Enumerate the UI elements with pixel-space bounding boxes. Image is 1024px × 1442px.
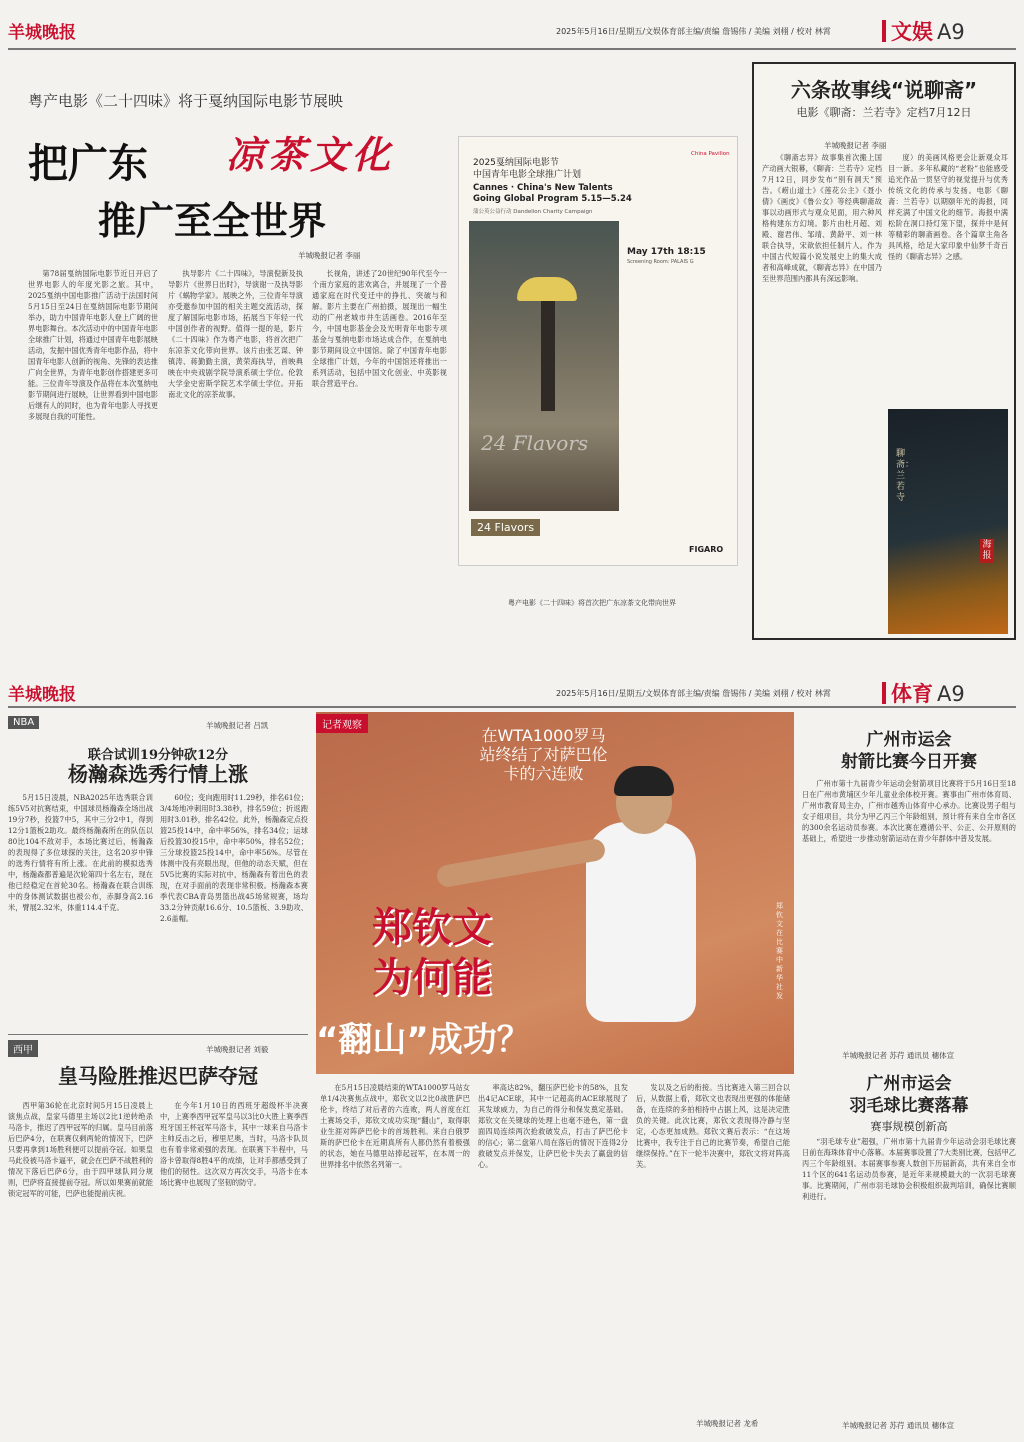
soccer-col1: 西甲第36轮在北京时间5月15日凌晨上演焦点战，皇家马德里主场以2比1逆转绝杀马洛卡，推迟了西甲冠军的归属。皇马目前落后巴萨4分，在联赛仅剩两轮的情况下，巴萨只要再拿到1场胜利便可以提前夺冠。如果皇马此役被马洛卡逼平，就会在巴萨不战胜利的情况下落后巴萨6分，由于四甲球队同分规则，巴萨将直接提前夺冠。所以如果赛前就能锁定冠军的可能，巴萨也能提前庆祝。 [8,1101,153,1198]
nba-article [8,712,308,1022]
soccer-tag: 西甲 [8,1040,38,1057]
newspaper-logo: 羊城晚报 [8,23,76,43]
masthead-info: 2025年5月16日/星期五/文娱体育部主编/责编 詹锡伟 / 美编 刘栩 / 校对 林霄 [556,27,831,36]
section-title: 文娱 A9 [891,20,965,44]
player-hair [614,766,674,796]
poster-line4: Going Global Program 5.15—5.24 [473,194,632,204]
games-title2: 射箭比赛今日开赛 [841,752,977,772]
tennis-feature [316,712,794,1434]
newspaper-logo-2: 羊城晚报 [8,685,76,705]
film-col2: 执导影片《二十四味》，导演倪新及执导影片《世界日出时》，导演谢一及执导影片《蜗物学家》。展映之外，三位青年导演亦受邀参加中国的相关主题交流活动，探度了解国际电影市场，拓展当下年轻一代中国创作者的视野。值得一提的是，影片《二十四味》作为粤产电影，将首次把广东凉茶文化带向世界。该片由张艺谋、钟镇涛、蒋勤勤主演，黄荣海执导，首映典映在中央戏剧学院导演系硕士学位。伦敦大学金史密斯学院艺术学硕士学位。开拓南北文化的凉茶故事。 [168,269,303,399]
poster-line5: 蒲公英公益行动 Dandelion Charity Campaign [473,209,593,215]
nba-byline: 羊城晚报记者 吕凯 [206,721,269,730]
film-kicker: 粤产电影《二十四味》将于戛纳国际电影节展映 [28,92,344,110]
nba-tag: NBA [8,716,39,729]
poster-bottom-title: 24 Flavors [471,519,540,536]
umbrella-shape [517,277,577,301]
story-poster [888,409,1008,634]
poster-line2: 中国青年电影全球推广计划 [473,170,582,180]
games-title3: 广州市运会 [866,1074,952,1094]
tennis-col3: 发以及之后的衔接。当比赛进入第三回合以后，从数据上看，郑钦文也表现出更强的体能储备，在连续的多拍相持中占据上风，这是决定胜负的关键。此次比赛，郑钦文表现得冷静与坚定，心态更加成熟。郑钦文赛后表示：“在这场比赛中，我专注于自己的比赛节奏，希望自己能继续保持。”在下一轮半决赛中，郑钦文将对阵高芙。 [636,1083,790,1169]
masthead-info-2: 2025年5月16日/星期五/文娱体育部主编/责编 詹锡伟 / 美编 刘栩 / 校对 林霄 [556,689,831,698]
film-poster [458,136,738,566]
figure-shape [541,301,555,411]
tennis-photo [316,712,794,1074]
nba-title: 杨瀚森选秀行情上涨 [68,762,248,786]
soccer-col2: 在今年1月10日的西班牙超级杯半决赛中，上赛季西甲冠军皇马以3比0大胜上赛季西班牙国王杯冠军马洛卡，其中一球来自马洛卡主帅反击之后，穆里尼奥，当时，马洛卡队员也有着非常顽强的表现。在联赛下半程中，马洛卡曾取得8胜4平的成绩，让对手都感受到了他们的韧性。这次双方再次交手，马洛卡在本场比赛中也展现了坚韧的防守。 [160,1101,308,1187]
poster-line1: 2025戛纳国际电影节 [473,158,559,168]
poster-film-title: 24 Flavors [481,431,589,455]
story-byline: 羊城晚报记者 李丽 [824,141,887,150]
film-col1: 第78届戛纳国际电影节近日开启了世界电影人的年度光影之旅。其中，2025戛纳中国电影推广活动于法国时间5月15日至24日在戛纳国际电影节期间举办，助力中国青年电影人登上广阔的世界电影舞台。本次活动中的中国青年电影全球推广计划，将通过中国青年电影展映活动，发掘中国优秀青年电影作品，将中国青年电影人创新的视角、先锋的表达推广向全世界，为青年电影创作搭建更多可能。三位青年导演及作品将在本次戛纳电影节期间进行展映，让世界看到中国电影后继有人的同时，也为青年电影人寻找更多展现自我的可能性。 [28,269,158,421]
story-col2: 度）的美画风格更会让新观众耳目一新。多年私藏的“老粉”也能感受追光作品一贯坚守的视觉提升与优秀传统文化的传承与发扬。电影《聊斋：兰若寺》以期颐年光的海报，同样充满了中国文化的细节。海报中满松阶在洞口持灯笼下望，探并中是何等精彩的聊斋画卷。各个篇章主角各具风格，给足大家印象中仙梦千奇百怪的《聊斋志异》之感。 [888,153,1008,261]
story-poster-mark: 海报 [980,539,994,563]
story-box [752,62,1016,640]
soccer-rule [8,1034,308,1035]
tennis-deck: 在WTA1000罗马站终结了对萨巴伦卡的六连败 [479,726,608,783]
film-title-art: 凉茶文化 [226,132,395,177]
masthead-rule-2 [8,706,1016,708]
section-marker [882,20,886,42]
games-col2: “羽毛球专业”超强，广州市第十九届青少年运动会羽毛球比赛日前在海珠体育中心落幕。本届赛事设置了7大类别比赛，包括甲乙丙三个年龄组别。本届赛事参赛人数创下历届新高，共有来自全市11个区的641名运动员参赛，是近年来规模最大的一次羽毛球赛事。比赛期间，广州市羽毛球协会积极组织裁判培训，确保比赛顺利进行。 [802,1137,1016,1201]
games-column [802,712,1016,1434]
tennis-col1: 在5月15日凌晨结束的WTA1000罗马站女单1/4决赛焦点战中，郑钦文以2比0战胜萨巴伦卡，终结了对后者的六连败，两人首度在红土赛场交手，郑钦文成功实现“翻山”，取得职业生涯对阵萨巴伦卡的首场胜利。来自白俄罗斯的萨巴伦卡在近期真所有人都仍然有着极强的状态，她在马德里站捧起冠军，在本周一的世界排名中依然名列第一。 [320,1083,470,1169]
poster-line3: Cannes · China's New Talents [473,183,613,193]
tennis-col2: 率高达82%，翻压萨巴伦卡的58%，且发出4记ACE球，其中一记超高的ACE球展现了其发球威力，为自己的得分和保发奠定基础。郑钦文在关键球的处理上也毫不逊色，第一盘面四局连续两次抢救破发点，打击了萨巴伦卡的信心；第二盘第八局在落后的情况下连得2分救破发点并保发，让萨巴伦卡失去了赢盘的信心。 [478,1083,628,1169]
film-byline: 羊城晚报记者 李丽 [298,251,361,260]
nba-col2: 60位；变向跑用时11.29秒，排名61位；3/4场地冲刺用时3.38秒，排名59位；折返跑用时3.01秒，排名42位。此外，杨瀚森定点投篮25投14中，命中率56%，排名34位；运球后投篮30投15中，命中率50%，排名52位；三分球投篮25投14中，命中率56%。尽管在体测中没有亮眼出现，但他的动态天赋，但在5V5比赛的实际对抗中，杨瀚森有着出色的表现，在对手面前的表现非常积极。杨瀚森本赛季代表CBA青岛男篮出战45场常规赛，场均33.2分钟贡献16.6分、10.5篮板、3.9助攻、2.6盖帽。 [160,793,308,923]
player-skin-arm [435,837,606,888]
poster-image [469,221,619,511]
nba-kicker: 联合试训19分钟砍12分 [87,748,229,763]
soccer-byline: 羊城晚报记者 刘毅 [206,1045,269,1054]
section-title-2: 体育 A9 [891,682,965,706]
film-title-line2: 推广至全世界 [98,199,327,243]
tennis-title3: “翻山”成功？ [316,1020,531,1060]
story-kicker: 六条故事线“说聊斋” [790,78,978,102]
tennis-tag: 记者观察 [316,714,368,733]
games-byline2: 羊城晚报记者 苏荇 通讯员 穗体宣 [842,1421,955,1430]
top-masthead [8,14,1016,42]
tennis-title1: 郑钦文 [372,905,492,951]
soccer-article [8,1034,308,1434]
nba-col1: 5月15日凌晨，NBA2025年选秀联合训练5V5对抗赛结束，中国球员杨瀚森全场出战19分7秒，投篮7中5，其中三分2中1，得到12分1篮板2助攻。最终杨瀚森所在的队伍以80比104不敌对手，本场比赛过后，杨瀚森的表现得了多位球探的关注，这名20岁中锋的选秀行情将有所上涨。在此前的模拟选秀中，杨瀚森都普遍是次轮第四十名左右，现在他已经稳定在首轮30名。杨瀚森在联合训练中的身体测试数据也被公布，赤脚身高2.16米，臂展2.32米，体重114.4千克。 [8,793,153,912]
tennis-photo-credit: 郑钦文在比赛中 新华社发 [776,902,783,1000]
story-sub: 电影《聊斋：兰若寺》定档7月12日 [796,106,972,119]
story-col1: 《聊斋志异》故事集首次搬上国产动画大银幕，《聊斋：兰若寺》定档7月12日，同步发布“别有洞天”预告。《崂山道士》《莲花公主》《聂小倩》《画皮》《鲁公女》等经典聊斋故事以动画形式与观众见面，用六种风格构建东方幻境。影片由杜月超、刘殿、谢君伟、邹靖、黄龄平、刘一林联合执导，宋歆依担任制片人。作为中国古代短篇小说发展史上的集大成者和高峰成就，《聊斋志异》在中国乃至世界范围内都具有深远影响。 [762,153,882,283]
poster-brand: China Pavilion [691,151,730,157]
masthead-rule [8,48,1016,50]
games-title1: 广州市运会 [866,730,952,750]
poster-date: May 17th 18:15 [627,247,706,257]
games-byline1: 羊城晚报记者 苏荇 通讯员 穗体宣 [842,1051,955,1060]
bottom-masthead [8,676,1016,704]
games-col1: 广州市第十九届青少年运动会射箭项目比赛将于5月16日至18日在广州市黄埔区少年儿童业余体校开赛。赛事由广州市体育局、广州市教育局主办，广州市越秀山体育中心承办。比赛设男子组与女子组项目，共分为甲乙丙三个年龄组别，预计将有来自全市各区的300余名运动员参赛。本次比赛在遵循公平、公正、公开原则的基础上，希望进一步推动射箭运动在青少年群体中普及发展。 [802,779,1016,843]
tennis-byline: 羊城晚报记者 龙希 [696,1419,759,1428]
poster-right-logo: FIGARO [689,545,724,554]
story-poster-vertical: 聊斋：兰若寺 [896,449,915,503]
tennis-title2: 为何能 [372,955,492,1001]
film-caption: 粤产电影《二十四味》将首次把广东凉茶文化带向世界 [508,599,676,607]
games-title4: 羽毛球比赛落幕 [849,1096,969,1116]
soccer-title: 皇马险胜推迟巴萨夺冠 [58,1064,258,1088]
games-subtitle4: 赛事规模创新高 [870,1120,948,1133]
film-col3: 长视角，讲述了20世纪90年代至今一个南方家庭的悲欢离合，并展现了一个普通家庭在时代变迁中的挣扎、突破与和解。影片主要在广州拍摄，展现出一幅生动的广州老城市井生活画卷。2016年至今，中国电影基金会及光明青年电影专项基金与戛纳电影市场达成合作，在戛纳电影节期间设立中国馆。除了中国青年电影全球推广计划，今年的中国馆还将推出一系列活动，包括中国文化创业、中英影视联合营造平台。 [312,269,447,388]
poster-screening: Screening Room: PALAIS G [627,259,694,265]
section-marker-2 [882,682,886,704]
film-title-line1: 把广东 [28,141,148,187]
